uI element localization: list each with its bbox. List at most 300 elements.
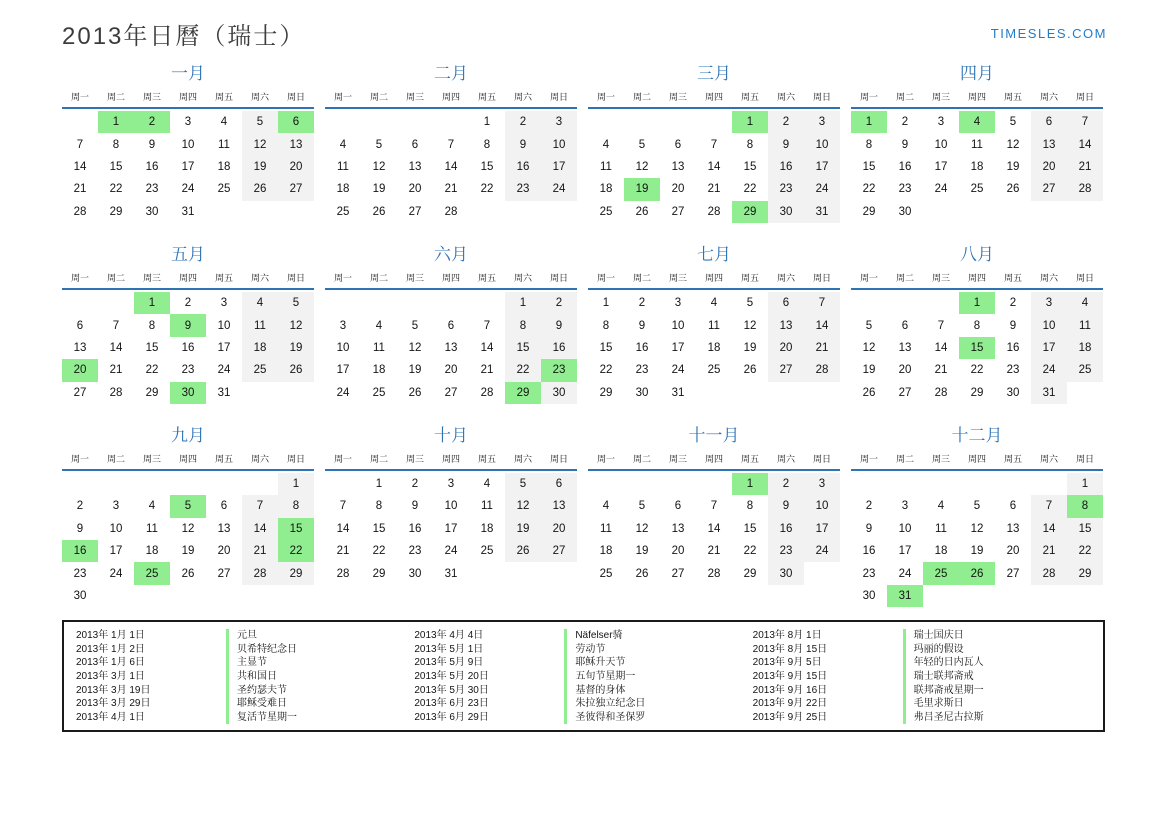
month-divider-line [325,469,577,471]
date-cell: 5 [375,138,383,151]
date-cell: 31 [444,567,458,580]
date-cell: 17 [444,522,458,535]
date-cell: 29 [743,567,757,580]
holiday-date-cell: 29 [505,382,541,404]
date-cell: 15 [109,160,123,173]
days-grid [62,473,314,607]
date-cell: 11 [242,314,278,336]
date-cell: 2 [541,292,577,314]
weekday-header-row [325,90,577,107]
empty-cell [397,111,433,133]
date-cell: 14 [444,160,458,173]
days-grid [62,111,314,223]
date-cell: 9 [148,138,156,151]
weekday-label: 周四 [441,92,460,102]
date-cell: 15 [743,522,757,535]
date-cell: 15 [599,341,613,354]
date-cell: 8 [505,314,541,336]
date-cell: 7 [710,138,718,151]
date-cell: 29 [145,386,159,399]
empty-cell [624,473,660,495]
legend-entry-name: 瑞士国庆日 [903,629,964,643]
legend-entry [753,711,1091,725]
month-title-sep: 九月 [171,425,205,445]
weekday-label: 周日 [549,453,568,464]
legend-entry-name: 复活节星期一 [226,711,297,725]
empty-cell [98,473,134,495]
date-cell: 18 [480,522,494,535]
legend-entry [414,711,752,725]
date-cell: 5 [242,111,278,133]
date-cell: 30 [145,205,159,218]
date-cell: 27 [73,386,87,399]
date-cell: 25 [599,205,613,218]
date-cell: 25 [970,183,984,196]
date-cell: 15 [480,160,494,173]
date-cell: 17 [1031,337,1067,359]
date-cell: 17 [898,545,912,558]
date-cell: 27 [1031,178,1067,200]
month-title-jan: 一月 [171,64,205,83]
date-cell: 20 [671,545,685,558]
empty-cell [624,111,660,133]
date-cell: 31 [1031,382,1067,404]
empty-cell [588,111,624,133]
date-cell: 2 [1009,297,1017,310]
date-cell: 29 [1067,562,1103,584]
date-cell: 21 [1067,156,1103,178]
weekday-label: 周三 [931,272,950,283]
date-cell: 20 [1006,545,1020,558]
weekday-label: 周五 [1003,92,1022,102]
legend-entry-name: 圣彼得和圣保罗 [564,711,645,725]
weekday-label: 周一 [859,92,878,102]
legend-entry-name: 弗吕圣尼古拉斯 [903,711,984,725]
date-cell: 13 [408,160,422,173]
date-cell: 12 [635,522,649,535]
date-cell: 7 [937,319,945,332]
legend-entry-date: 2013年 9月 22日 [752,698,828,710]
date-cell: 6 [1031,111,1067,133]
date-cell: 30 [635,386,649,399]
date-cell: 23 [73,567,87,580]
date-cell: 21 [109,364,123,377]
date-cell: 6 [1009,500,1017,513]
legend-column [76,629,414,724]
date-cell: 14 [336,522,350,535]
date-cell: 21 [480,364,494,377]
date-cell: 2 [768,473,804,495]
date-cell: 22 [1067,540,1103,562]
date-cell: 20 [671,183,685,196]
month-sep [62,425,314,607]
legend-column [753,629,1091,724]
legend-entry-date: 2013年 3月 19日 [76,684,151,696]
weekday-label: 周五 [477,92,496,102]
date-cell: 15 [145,341,159,354]
date-cell: 16 [408,522,422,535]
days-grid [851,111,1103,223]
date-cell: 24 [217,364,231,377]
weekday-label: 周四 [704,92,723,102]
weekday-label: 周六 [1039,272,1058,283]
weekday-label: 周六 [513,92,532,102]
legend-entry-date: 2013年 4月 4日 [414,630,484,642]
date-cell: 13 [217,522,231,535]
legend-entry-name: 共和国日 [226,670,277,684]
date-cell: 6 [76,319,84,332]
month-divider-line [62,107,314,109]
date-cell: 24 [181,183,195,196]
date-cell: 9 [1009,319,1017,332]
date-cell: 27 [671,567,685,580]
date-cell: 10 [934,138,948,151]
date-cell: 2 [638,297,646,310]
weekday-label: 周二 [632,92,651,102]
legend-entry-name: 贝希特纪念日 [226,643,297,657]
date-cell: 28 [707,567,721,580]
month-may [62,244,314,404]
date-cell: 1 [602,297,610,310]
date-cell: 1 [483,116,491,129]
date-cell: 13 [898,341,912,354]
date-cell: 17 [336,364,350,377]
date-cell: 22 [599,364,613,377]
date-cell: 19 [278,337,314,359]
date-cell: 23 [862,567,876,580]
date-cell: 7 [76,138,84,151]
date-cell: 3 [112,500,120,513]
date-cell: 9 [76,522,84,535]
date-cell: 5 [278,292,314,314]
weekday-header-row [851,452,1103,469]
date-cell: 12 [242,133,278,155]
date-cell: 22 [480,183,494,196]
date-cell: 1 [1067,473,1103,495]
date-cell: 31 [181,205,195,218]
date-cell: 8 [746,500,754,513]
month-divider-line [588,288,840,290]
date-cell: 2 [505,111,541,133]
weekday-label: 周二 [632,272,651,283]
weekday-label: 周一 [333,272,352,283]
weekday-label: 周二 [369,453,388,464]
date-cell: 12 [181,522,195,535]
date-cell: 28 [1031,562,1067,584]
date-cell: 16 [635,341,649,354]
date-cell: 3 [674,297,682,310]
empty-cell [433,292,469,314]
date-cell: 4 [220,116,228,129]
date-cell: 17 [109,545,123,558]
date-cell: 7 [483,319,491,332]
date-cell: 21 [934,364,948,377]
weekday-label: 周日 [812,92,831,102]
date-cell: 8 [483,138,491,151]
date-cell: 19 [1006,160,1020,173]
date-cell: 12 [505,495,541,517]
legend-entry-date: 2013年 3月 1日 [76,671,145,683]
legend-entry-date: 2013年 3月 29日 [76,698,151,710]
weekday-label: 周六 [1039,453,1058,464]
date-cell: 22 [145,364,159,377]
date-cell: 12 [862,341,876,354]
weekday-label: 周一 [333,92,352,102]
date-cell: 23 [505,178,541,200]
date-cell: 17 [217,341,231,354]
legend-entry-name: 主显节 [226,656,267,670]
date-cell: 4 [1067,292,1103,314]
weekday-label: 周日 [1075,92,1094,102]
legend-entry-name: 劳动节 [564,643,605,657]
days-grid [588,473,840,585]
month-title-may: 五月 [171,244,205,264]
date-cell: 15 [372,522,386,535]
date-cell: 8 [602,319,610,332]
date-cell: 30 [541,382,577,404]
weekday-label: 周二 [895,453,914,464]
weekday-label: 周一 [70,272,89,283]
site-link[interactable]: TIMESLES.COM [990,26,1107,41]
date-cell: 3 [541,111,577,133]
date-cell: 9 [901,138,909,151]
date-cell: 26 [635,205,649,218]
date-cell: 22 [862,183,876,196]
legend-entry [76,656,414,670]
weekday-label: 周五 [1003,453,1022,464]
holiday-date-cell: 8 [1067,495,1103,517]
weekday-label: 周一 [333,453,352,464]
date-cell: 27 [408,205,422,218]
date-cell: 28 [336,567,350,580]
weekday-label: 周五 [1003,272,1022,283]
date-cell: 7 [242,495,278,517]
date-cell: 30 [408,567,422,580]
date-cell: 4 [602,500,610,513]
date-cell: 19 [862,364,876,377]
date-cell: 12 [970,522,984,535]
month-title-aug: 八月 [960,244,994,264]
holiday-date-cell: 1 [732,473,768,495]
weekday-label: 周六 [1039,92,1058,102]
holiday-date-cell: 1 [732,111,768,133]
legend-entry-date: 2013年 9月 25日 [752,711,828,723]
legend-entry-date: 2013年 4月 1日 [76,711,145,723]
legend-entry-date: 2013年 5月 20日 [414,671,489,683]
date-cell: 14 [707,160,721,173]
holiday-date-cell: 1 [959,292,995,314]
date-cell: 30 [768,562,804,584]
date-cell: 16 [145,160,159,173]
date-cell: 31 [217,386,231,399]
holiday-date-cell: 2 [134,111,170,133]
weekday-label: 周二 [895,272,914,283]
date-cell: 16 [505,156,541,178]
legend-column [414,629,752,724]
holiday-date-cell: 5 [170,495,206,517]
empty-cell [433,111,469,133]
days-grid [325,292,577,404]
weekday-label: 周日 [1075,453,1094,464]
page-title: 2013年日曆（瑞士） [62,23,306,50]
date-cell: 26 [635,567,649,580]
weekday-header-row [325,271,577,288]
date-cell: 16 [1006,341,1020,354]
date-cell: 28 [707,205,721,218]
empty-cell [134,473,170,495]
date-cell: 24 [336,386,350,399]
weekday-label: 周日 [549,92,568,102]
legend-entry [76,684,414,698]
date-cell: 11 [600,522,612,535]
days-grid [62,292,314,404]
empty-cell [696,473,732,495]
date-cell: 25 [217,183,231,196]
legend-entry [414,643,752,657]
date-cell: 21 [707,545,721,558]
date-cell: 19 [242,156,278,178]
empty-cell [923,473,959,495]
date-cell: 17 [934,160,948,173]
date-cell: 12 [743,319,757,332]
date-cell: 28 [1067,178,1103,200]
date-cell: 25 [599,567,613,580]
date-cell: 2 [768,111,804,133]
date-cell: 12 [635,160,649,173]
date-cell: 25 [707,364,721,377]
weekday-label: 周日 [1075,272,1094,283]
month-jul [588,244,840,404]
date-cell: 26 [408,386,422,399]
date-cell: 25 [336,205,350,218]
weekday-header-row [588,90,840,107]
weekday-label: 周二 [369,92,388,102]
date-cell: 5 [638,500,646,513]
date-cell: 22 [970,364,984,377]
date-cell: 11 [1067,314,1103,336]
legend-entry [76,697,414,711]
holiday-date-cell: 23 [541,359,577,381]
weekday-label: 周二 [369,272,388,283]
date-cell: 4 [148,500,156,513]
date-cell: 26 [505,540,541,562]
date-cell: 24 [804,178,840,200]
date-cell: 25 [242,359,278,381]
date-cell: 14 [707,522,721,535]
date-cell: 14 [109,341,123,354]
date-cell: 18 [934,545,948,558]
date-cell: 18 [599,183,613,196]
date-cell: 13 [671,522,685,535]
legend-entry [753,643,1091,657]
legend-entry-date: 2013年 1月 2日 [76,643,145,655]
weekday-label: 周二 [895,92,914,102]
date-cell: 9 [541,314,577,336]
legend-entry [76,629,414,643]
date-cell: 26 [242,178,278,200]
date-cell: 24 [804,540,840,562]
date-cell: 4 [710,297,718,310]
legend-entry-name: 基督的身体 [564,684,625,698]
date-cell: 6 [674,138,682,151]
weekday-header-row [62,452,314,469]
date-cell: 11 [708,319,720,332]
date-cell: 10 [336,341,350,354]
date-cell: 9 [865,522,873,535]
holiday-date-cell: 15 [959,337,995,359]
days-grid [588,292,840,404]
holiday-date-cell: 22 [278,540,314,562]
date-cell: 16 [768,156,804,178]
legend-entry-name: 毛里求斯日 [903,697,964,711]
date-cell: 23 [768,178,804,200]
page-header [0,0,1169,51]
date-cell: 31 [671,386,685,399]
date-cell: 9 [768,495,804,517]
date-cell: 23 [768,540,804,562]
date-cell: 4 [602,138,610,151]
date-cell: 23 [145,183,159,196]
date-cell: 17 [541,156,577,178]
date-cell: 2 [865,500,873,513]
empty-cell [660,111,696,133]
legend-entry-date: 2013年 9月 16日 [752,684,828,696]
date-cell: 2 [76,500,84,513]
weekday-label: 周四 [178,453,197,464]
date-cell: 15 [505,337,541,359]
date-cell: 14 [73,160,87,173]
empty-cell [1031,473,1067,495]
days-grid [851,473,1103,607]
legend-entry-name: 朱拉独立纪念日 [564,697,645,711]
legend-entry [414,656,752,670]
weekday-label: 周四 [441,272,460,283]
holiday-date-cell: 20 [62,359,98,381]
date-cell: 14 [934,341,948,354]
holiday-date-cell: 16 [62,540,98,562]
days-grid [325,473,577,585]
date-cell: 29 [862,205,876,218]
legend-entry [753,697,1091,711]
date-cell: 28 [934,386,948,399]
month-title-feb: 二月 [434,64,468,83]
weekday-label: 周六 [513,453,532,464]
holiday-date-cell: 1 [851,111,887,133]
legend-entry-name: 瑞士联邦斋戒 [903,670,974,684]
legend-entry-date: 2013年 1月 6日 [76,657,145,669]
date-cell: 13 [1006,522,1020,535]
month-divider-line [325,107,577,109]
month-apr [851,63,1103,223]
date-cell: 9 [638,319,646,332]
month-title-jul: 七月 [697,244,731,264]
date-cell: 13 [278,133,314,155]
date-cell: 10 [444,500,458,513]
weekday-header-row [62,90,314,107]
month-divider-line [325,288,577,290]
weekday-label: 周四 [967,453,986,464]
weekday-label: 周五 [477,272,496,283]
date-cell: 13 [73,341,87,354]
date-cell: 10 [804,495,840,517]
empty-cell [887,292,923,314]
date-cell: 6 [541,473,577,495]
empty-cell [923,292,959,314]
date-cell: 2 [901,116,909,129]
holiday-date-cell: 9 [170,314,206,336]
holiday-date-cell: 25 [134,562,170,584]
weekday-label: 周三 [931,92,950,102]
